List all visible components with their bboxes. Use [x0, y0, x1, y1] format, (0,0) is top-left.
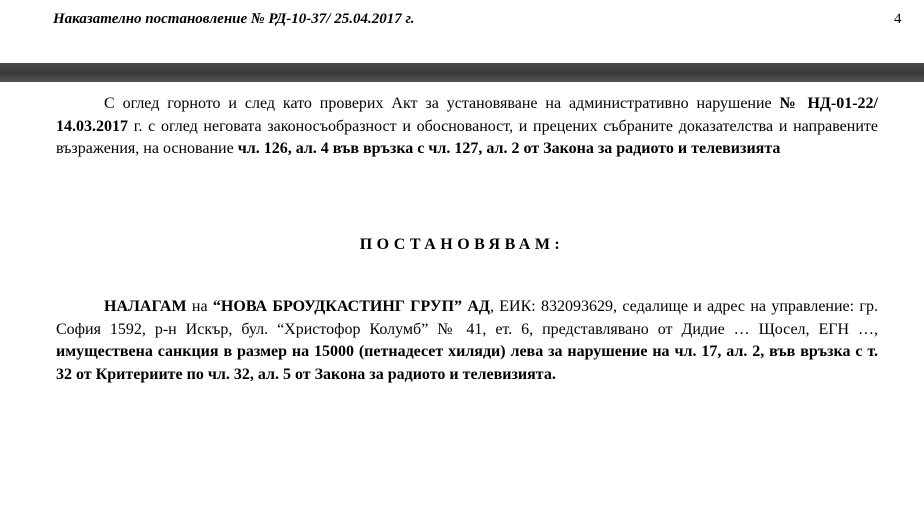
ruling-verb: НАЛАГАМ — [104, 298, 187, 315]
intro-paragraph — [56, 93, 878, 161]
intro-text-middle: г. с оглед неговата законосъобразност и обоснованост, и прецених събраните доказателства и направените възражения, на основание — [56, 117, 878, 157]
page-break-divider — [0, 63, 924, 82]
page-number: 4 — [894, 11, 902, 27]
company-name: “НОВА БРОУДКАСТИНГ ГРУП” АД — [212, 298, 490, 315]
sanction-text: имуществена санкция в размер на 15000 (петнадесет хиляди) лева за нарушение на чл. 17, ал. 2, във връзка с т. 32 от Критериите по чл. 32, ал. 5 от Закона за радиото и телевизията. — [56, 343, 878, 383]
decree-heading: ПОСТАНОВЯВАМ: — [359, 236, 565, 253]
act-reference: № НД-01-22/ 14.03.2017 — [56, 95, 878, 135]
ruling-text-on: на — [186, 298, 213, 315]
document-page-top — [0, 0, 924, 63]
company-details: , ЕИК: 832093629, седалище и адрес на управление: гр. София 1592, р-н Искър, бул. “Христофор Колумб” № 41, ет. 6, представлявано от Дидие … Щосел, ЕГН …, — [56, 298, 878, 338]
legal-basis: чл. 126, ал. 4 във връзка с чл. 127, ал. 2 от Закона за радиото и телевизията — [237, 140, 781, 157]
document-header-title: Наказателно постановление № РД-10-37/ 25.04.2017 г. — [53, 11, 415, 27]
intro-text-start: С оглед горното и след като проверих Акт за установяване на административно нарушение — [104, 95, 780, 112]
ruling-paragraph — [56, 296, 878, 386]
